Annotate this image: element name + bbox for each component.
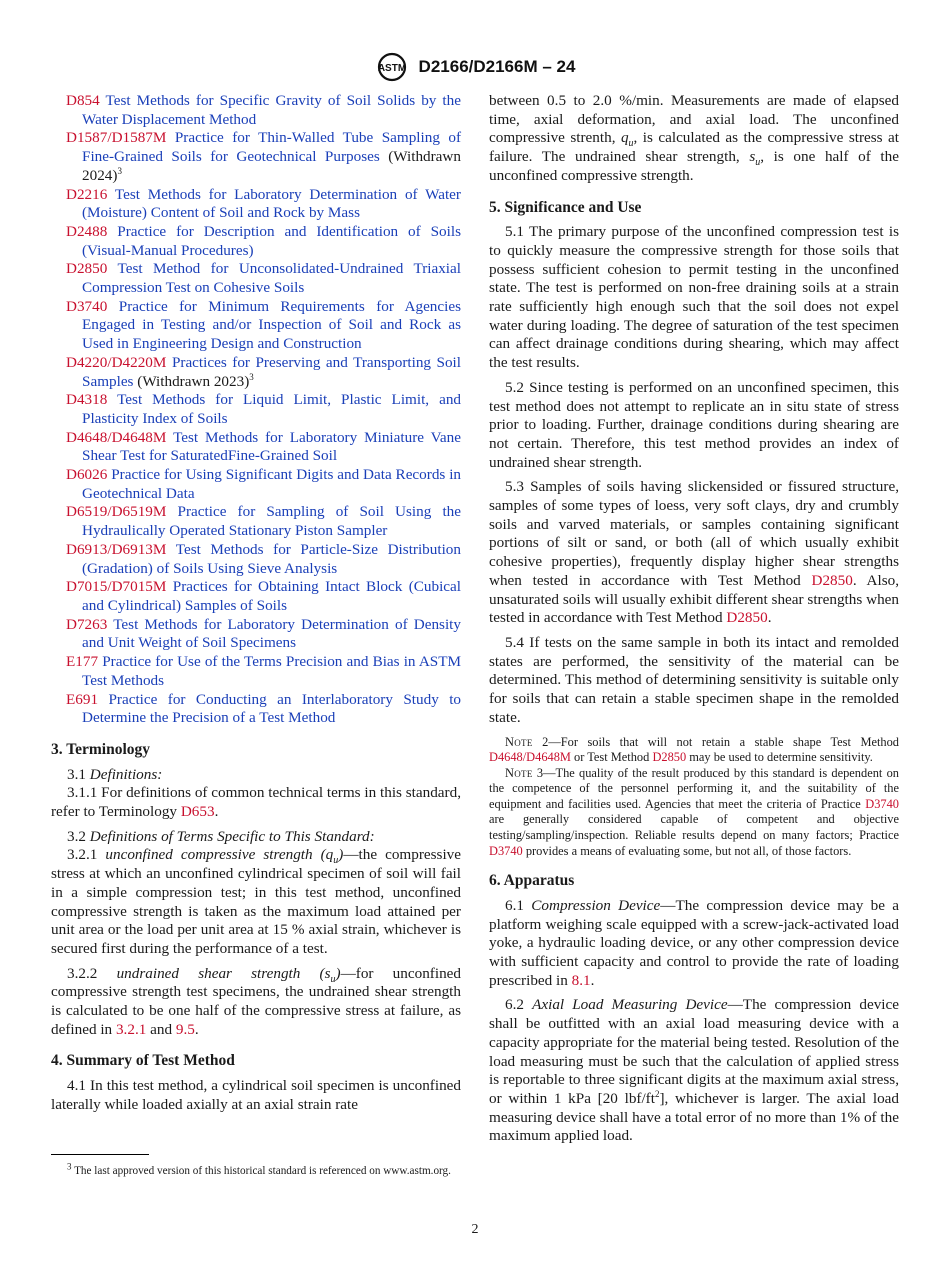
reference-item: [51, 92, 461, 129]
reference-item: [51, 298, 461, 354]
reference-item: [51, 429, 461, 466]
page-number: 2: [471, 1222, 479, 1237]
para-3-1-1: 3.1.1 For definitions of common technical terms in this standard, refer to Terminology D653.: [51, 784, 461, 821]
reference-title-link[interactable]: Practice for Thin-Walled Tube Sampling of Fine-Grained Soils for Geotechnical Purposes: [82, 129, 462, 166]
reference-item: [51, 354, 461, 391]
para-6-2: 6.2 Axial Load Measuring Device—The compression device shall be outfitted with an axial load measuring device with a capacity appropriate for the material being tested. Resolution of the load measuring must be such that the calculation of applied stress is reportable to three significant digits at the maximum axial stress, or within 1 kPa [20 lbf/$ft^2$], whichever is larger. The axial load measuring device shall have a total error of no more than 1% of the maximum applied load.: [489, 996, 900, 1145]
right-column: [489, 92, 899, 1146]
left-column: [51, 92, 461, 1115]
reference-code-link[interactable]: D4220/D4220M: [66, 353, 167, 371]
link-8-1[interactable]: 8.1: [571, 971, 591, 989]
link-d4648[interactable]: D4648/D4648M: [489, 750, 571, 765]
astm-logo-icon: [375, 52, 409, 82]
para-5-2: 5.2 Since testing is performed on an unconfined specimen, this test method does not attempt to replicate an in situ state of stress prior to loading. Further, drainage conditions during shearing are not certain. Therefore, this test method provides an index of undrained shear strength.: [489, 378, 899, 471]
reference-item: [51, 129, 461, 185]
reference-code-link[interactable]: D2216: [66, 185, 108, 203]
reference-item: [51, 616, 461, 653]
reference-item: [51, 391, 461, 428]
para-6-1: 6.1 Compression Device—The compression device may be a platform weighing scale equipped with a screw-jack-activated load yoke, a hydraulic loading device, or any other compression device with sufficient capacity and control to provide the rate of loading prescribed in 8.1.: [489, 896, 899, 989]
link-d3740-b[interactable]: D3740: [489, 843, 523, 858]
reference-code-link[interactable]: D7015/D7015M: [66, 578, 167, 596]
reference-item: [51, 466, 461, 503]
reference-code-link[interactable]: D6913/D6913M: [66, 540, 167, 558]
para-5-4: 5.4 If tests on the same sample in both its intact and remolded states are performed, the sensitivity of the material can be determined. This method of determining sensitivity is suitable only for soils that can retain a stable specimen shape in the remolded state.: [489, 633, 899, 726]
reference-code-link[interactable]: D4318: [66, 391, 108, 409]
para-3-2-1: 3.2.1 unconfined compressive strength $(q_u)—the$ compressive stress at which an unconfined cylindrical specimen of soil will fail in a simple compression test; in this test method, unconfined compressive strength is taken as the maximum load attained per unit area or the load per unit area at 15 % axial strain, whichever is secured first during the performance of a test.: [51, 846, 462, 957]
section-5-heading: 5. Significance and Use: [489, 198, 642, 216]
reference-code-link[interactable]: D6519/D6519M: [66, 503, 167, 521]
reference-item: [51, 503, 461, 540]
reference-item: [51, 260, 461, 297]
reference-item: [51, 691, 461, 728]
link-d2850-a[interactable]: D2850: [811, 571, 853, 589]
para-5-3: 5.3 Samples of soils having slickensided or fissured structure, samples of some types of loess, very soft clays, dry and crumbly soils and varved materials, or samples containing significant portions of silt or sand, or both (all of which usually exhibit cohesive properties), frequently display higher shear strengths when tested in accordance with Test Method D2850. Also, unsaturated soils will usually exhibit different shear strengths when tested in accordance with Test Method D2850.: [489, 478, 899, 627]
para-4-1-start: 4.1 In this test method, a cylindrical soil specimen is unconfined laterally while loaded axially at an axial strain rate: [51, 1077, 461, 1113]
link-d2850-c[interactable]: D2850: [652, 750, 687, 765]
reference-code-link[interactable]: D2850: [66, 260, 108, 278]
reference-title-link[interactable]: Test Methods for Liquid Limit, Plastic Limit, and Plasticity Index of Soils: [82, 391, 462, 427]
page-header: [0, 52, 950, 82]
reference-code-link[interactable]: D2488: [66, 222, 108, 240]
astm-logo-text: ASTM: [377, 63, 406, 74]
footnote-rule: [51, 1154, 149, 1155]
footnote-marker: 3: [117, 165, 122, 176]
reference-code-link[interactable]: E691: [66, 690, 99, 708]
reference-title-link[interactable]: Test Methods for Specific Gravity of Soil Solids by the Water Displacement Method: [82, 92, 461, 128]
reference-item: [51, 653, 461, 690]
reference-title-link[interactable]: Test Method for Unconsolidated-Undrained Triaxial Compression Test on Cohesive Soils: [82, 260, 461, 297]
reference-item: [51, 223, 461, 260]
section-4-heading: 4. Summary of Test Method: [51, 1052, 235, 1070]
note-2: Note 2—For soils that will not retain a stable shape Test Method D4648/D4648M or Test Method D2850 may be used to determine sensitivity.: [489, 734, 899, 765]
para-5-1: 5.1 The primary purpose of the unconfined compression test is to quickly measure the compressive strength for those soils that possess sufficient cohesion to permit testing in the unconfined state. The test is performed on non-free draining soils at a strain rate sufficiently high enough such that the soil does not expel water during loading. The degree of saturation of the test specimen can affect drainage conditions during shearing, which may affect the test results.: [489, 223, 899, 372]
document-id: D2166/D2166M – 24: [418, 57, 576, 76]
reference-code-link[interactable]: D7263: [66, 615, 108, 633]
link-d2850-b[interactable]: D2850: [726, 609, 768, 627]
footnote-marker: 3: [249, 371, 254, 382]
reference-title-link[interactable]: Test Methods for Laboratory Determination of Density and Unit Weight of Soil Specimens: [82, 615, 461, 652]
reference-status: (Withdrawn 2023): [133, 372, 250, 390]
reference-title-link[interactable]: Practices for Preserving and Transporting Soil Samples: [82, 353, 461, 390]
reference-code-link[interactable]: D4648/D4648M: [66, 428, 167, 446]
reference-code-link[interactable]: E177: [66, 653, 99, 671]
note-3: Note 3—The quality of the result produced by this standard is dependent on the competence of the personnel performing it, and the suitability of the equipment and facilities used. Agencies that meet the criteria of Practice D3740 are generally considered capable of competent and objective testing/sampling/inspection. Reliable results depend on many factors; Practice D3740 provides a means of evaluating some, but not all, of those factors.: [489, 765, 899, 858]
link-d3740-a[interactable]: D3740: [865, 796, 899, 811]
reference-code-link[interactable]: D1587/D1587M: [66, 129, 167, 147]
reference-title-link[interactable]: Practice for Conducting an Interlaboratory Study to Determine the Precision of a Test Method: [82, 690, 462, 727]
link-9-5[interactable]: 9.5: [175, 1020, 195, 1038]
reference-title-link[interactable]: Practice for Use of the Terms Precision and Bias in ASTM Test Methods: [82, 653, 462, 689]
para-3-2: 3.2 Definitions of Terms Specific to This Standard:: [67, 827, 375, 845]
reference-title-link[interactable]: Test Methods for Laboratory Determination of Water (Moisture) Content of Soil and Rock by Mass: [82, 185, 461, 222]
reference-title-link[interactable]: Practice for Using Significant Digits and Data Records in Geotechnical Data: [82, 466, 462, 502]
link-d653[interactable]: D653: [180, 803, 215, 821]
reference-code-link[interactable]: D3740: [66, 297, 108, 315]
reference-title-link[interactable]: Practices for Obtaining Intact Block (Cubical and Cylindrical) Samples of Soils: [82, 578, 461, 614]
section-3-heading: 3. Terminology: [51, 740, 151, 758]
reference-item: [51, 541, 461, 578]
link-3-2-1[interactable]: 3.2.1: [115, 1020, 147, 1038]
section-6-heading: 6. Apparatus: [489, 872, 575, 890]
para-3-1: 3.1 Definitions:: [67, 765, 163, 783]
reference-title-link[interactable]: Practice for Minimum Requirements for Agencies Engaged in Testing and/or Inspection of Soil and Rock as Used in Engineering Design and Construction: [82, 297, 462, 353]
reference-title-link[interactable]: Practice for Sampling of Soil Using the Hydraulically Operated Stationary Piston Sampler: [82, 503, 461, 540]
reference-status: (Withdrawn 2024): [82, 148, 461, 184]
reference-title-link[interactable]: Test Methods for Particle-Size Distribution (Gradation) of Soils Using Sieve Analysis: [82, 540, 461, 577]
para-3-2-2: 3.2.2 undrained shear strength $(s_u)—for$ unconfined compressive strength test specimens, the undrained shear strength is calculated to be one half of the compressive stress at failure, as defined in 3.2.1 and 9.5.: [51, 964, 462, 1038]
reference-item: [51, 578, 461, 615]
para-4-1-cont: between 0.5 to 2.0 %/min. Measurements are made of elapsed time, axial deformation, and axial load. The unconfined compressive strenth, $q_u$, is calculated as the compressive stress at failure. The undrained shear strength, $s_u$, is one half of the unconfined compressive strength.: [489, 92, 899, 184]
reference-item: [51, 186, 461, 223]
reference-title-link[interactable]: Practice for Description and Identification of Soils (Visual-Manual Procedures): [82, 222, 461, 259]
reference-code-link[interactable]: D6026: [66, 466, 108, 484]
referenced-documents-list: [51, 92, 461, 728]
footnote-3: $^3$ The last approved version of this historical standard is referenced on www.astm.org.: [67, 1161, 451, 1177]
reference-title-link[interactable]: Test Methods for Laboratory Miniature Vane Shear Test for SaturatedFine-Grained Soil: [82, 428, 461, 465]
reference-code-link[interactable]: D854: [66, 92, 100, 109]
